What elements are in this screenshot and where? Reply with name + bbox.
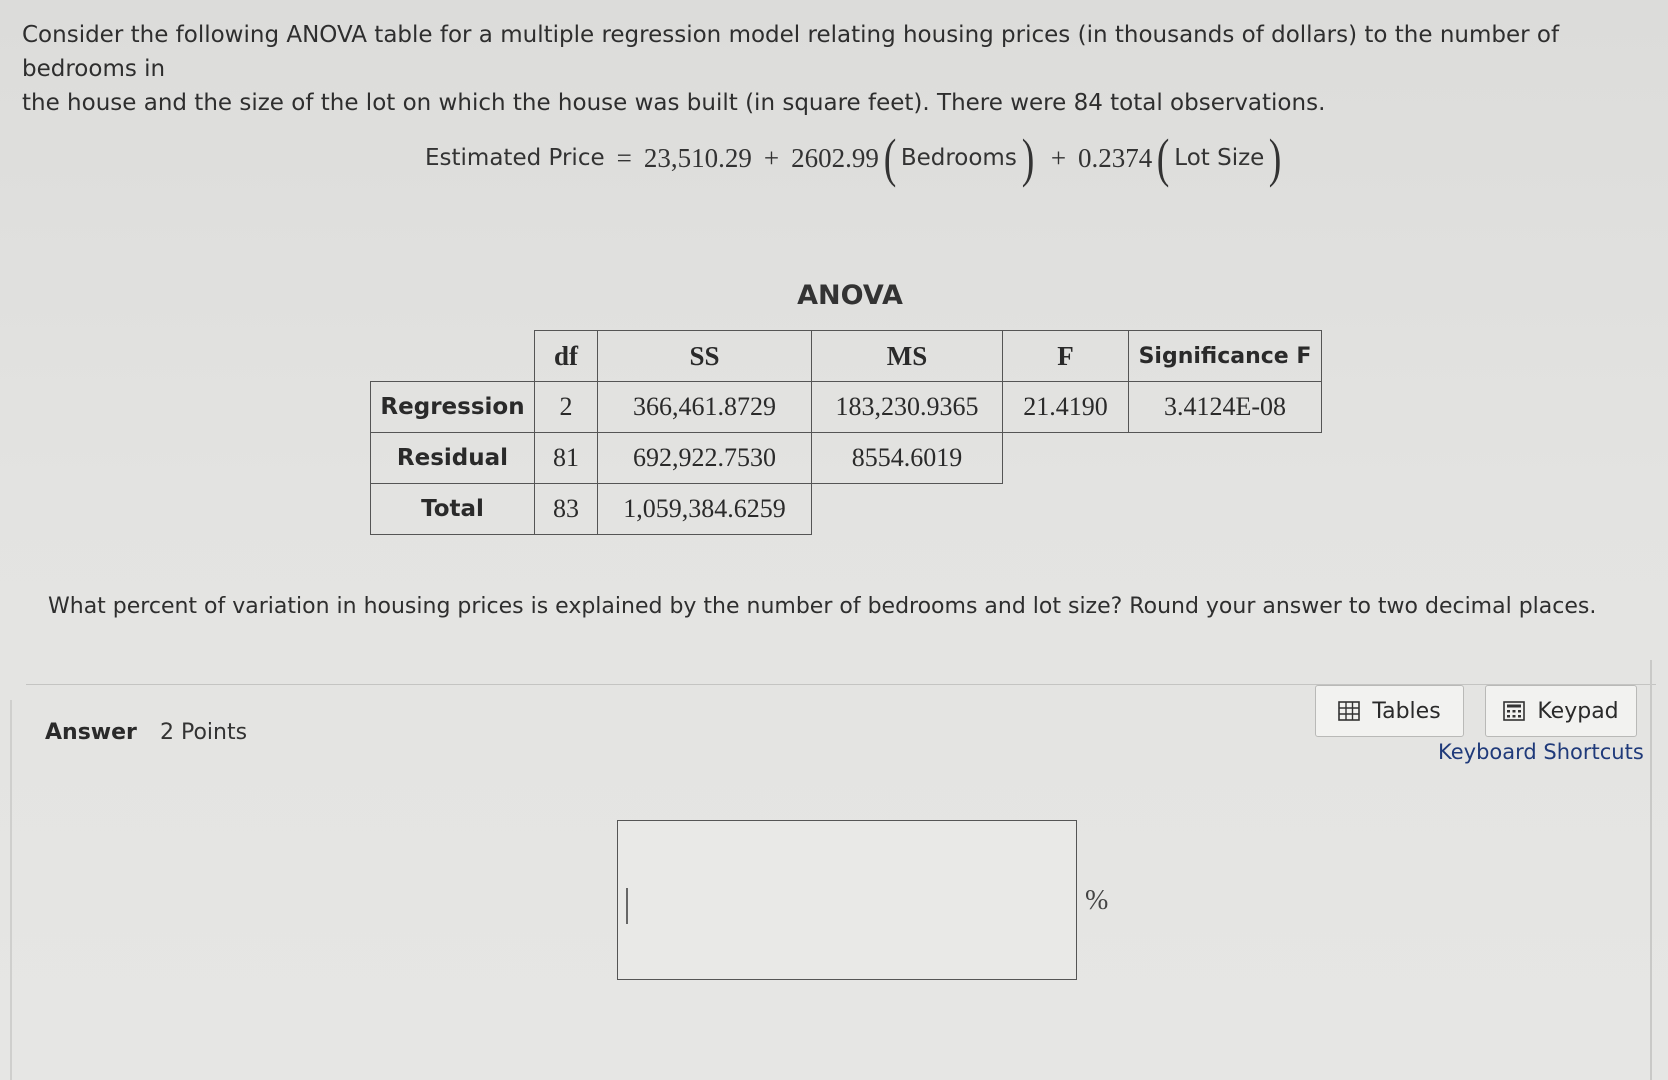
- equation-coef-bedrooms: 2602.99: [791, 142, 879, 173]
- equation-var-bedrooms: Bedrooms: [900, 145, 1017, 171]
- keypad-button[interactable]: [1485, 685, 1637, 737]
- equation-lhs: Estimated Price: [425, 145, 605, 171]
- problem-line-1: Consider the following ANOVA table for a multiple regression model relating housing prices (in thousands of dollars) to the number of bedrooms in: [22, 22, 1560, 82]
- cell-ms: 183,230.9365: [812, 382, 1003, 433]
- equation-coef-lotsize: 0.2374: [1078, 142, 1153, 173]
- cell-f: 21.4190: [1003, 382, 1129, 433]
- frame-edge: [1650, 660, 1652, 1080]
- answer-input[interactable]: [617, 820, 1077, 980]
- keypad-button-label: Keypad: [1537, 698, 1619, 724]
- points-label: 2 Points: [160, 720, 248, 745]
- empty-cell: [1003, 433, 1129, 484]
- cell-ss: 692,922.7530: [598, 433, 812, 484]
- equation-plus-2: +: [1050, 142, 1067, 173]
- row-label: Residual: [371, 433, 535, 484]
- anova-row-regression: [371, 382, 1322, 433]
- paren-open-icon: (: [1156, 128, 1170, 188]
- cell-df: 81: [535, 433, 598, 484]
- cell-ms: 8554.6019: [812, 433, 1003, 484]
- empty-cell: [1003, 484, 1129, 535]
- equation-var-lotsize: Lot Size: [1174, 145, 1265, 171]
- answer-label: Answer: [45, 720, 137, 745]
- calculator-icon: [1503, 701, 1525, 721]
- row-label: Regression: [371, 382, 535, 433]
- anova-corner-cell: [371, 331, 535, 382]
- cell-df: 83: [535, 484, 598, 535]
- header-significance-f: Significance F: [1129, 331, 1322, 382]
- cell-df: 2: [535, 382, 598, 433]
- percent-unit: %: [1085, 885, 1109, 916]
- paren-close-icon: ): [1021, 128, 1035, 188]
- anova-header-row: [371, 331, 1322, 382]
- regression-equation: [425, 128, 1286, 188]
- cell-significance-f: 3.4124E-08: [1129, 382, 1322, 433]
- table-grid-icon: [1338, 701, 1360, 721]
- keyboard-shortcuts-link[interactable]: Keyboard Shortcuts: [1438, 740, 1644, 764]
- empty-cell: [812, 484, 1003, 535]
- problem-line-2: the house and the size of the lot on which the house was built (in square feet). There were 84 total observations.: [22, 90, 1326, 116]
- cell-ss: 366,461.8729: [598, 382, 812, 433]
- equation-plus-1: +: [763, 142, 780, 173]
- text-caret: [626, 888, 628, 924]
- anova-title: ANOVA: [797, 280, 903, 311]
- cell-ss: 1,059,384.6259: [598, 484, 812, 535]
- header-df: df: [535, 331, 598, 382]
- equation-equals: =: [616, 142, 632, 173]
- frame-edge: [10, 700, 12, 1080]
- row-label: Total: [371, 484, 535, 535]
- question-text: What percent of variation in housing prices is explained by the number of bedrooms and lot size? Round your answer to two decimal places.: [48, 594, 1597, 619]
- empty-cell: [1129, 433, 1322, 484]
- header-ss: SS: [598, 331, 812, 382]
- paren-open-icon: (: [883, 128, 897, 188]
- anova-row-total: [371, 484, 1322, 535]
- empty-cell: [1129, 484, 1322, 535]
- anova-table: [370, 330, 1322, 535]
- tables-button[interactable]: [1315, 685, 1464, 737]
- header-ms: MS: [812, 331, 1003, 382]
- problem-statement: [22, 18, 1632, 120]
- tables-button-label: Tables: [1372, 698, 1441, 724]
- anova-row-residual: [371, 433, 1322, 484]
- paren-close-icon: ): [1269, 128, 1282, 188]
- header-f: F: [1003, 331, 1129, 382]
- equation-intercept: 23,510.29: [643, 142, 752, 173]
